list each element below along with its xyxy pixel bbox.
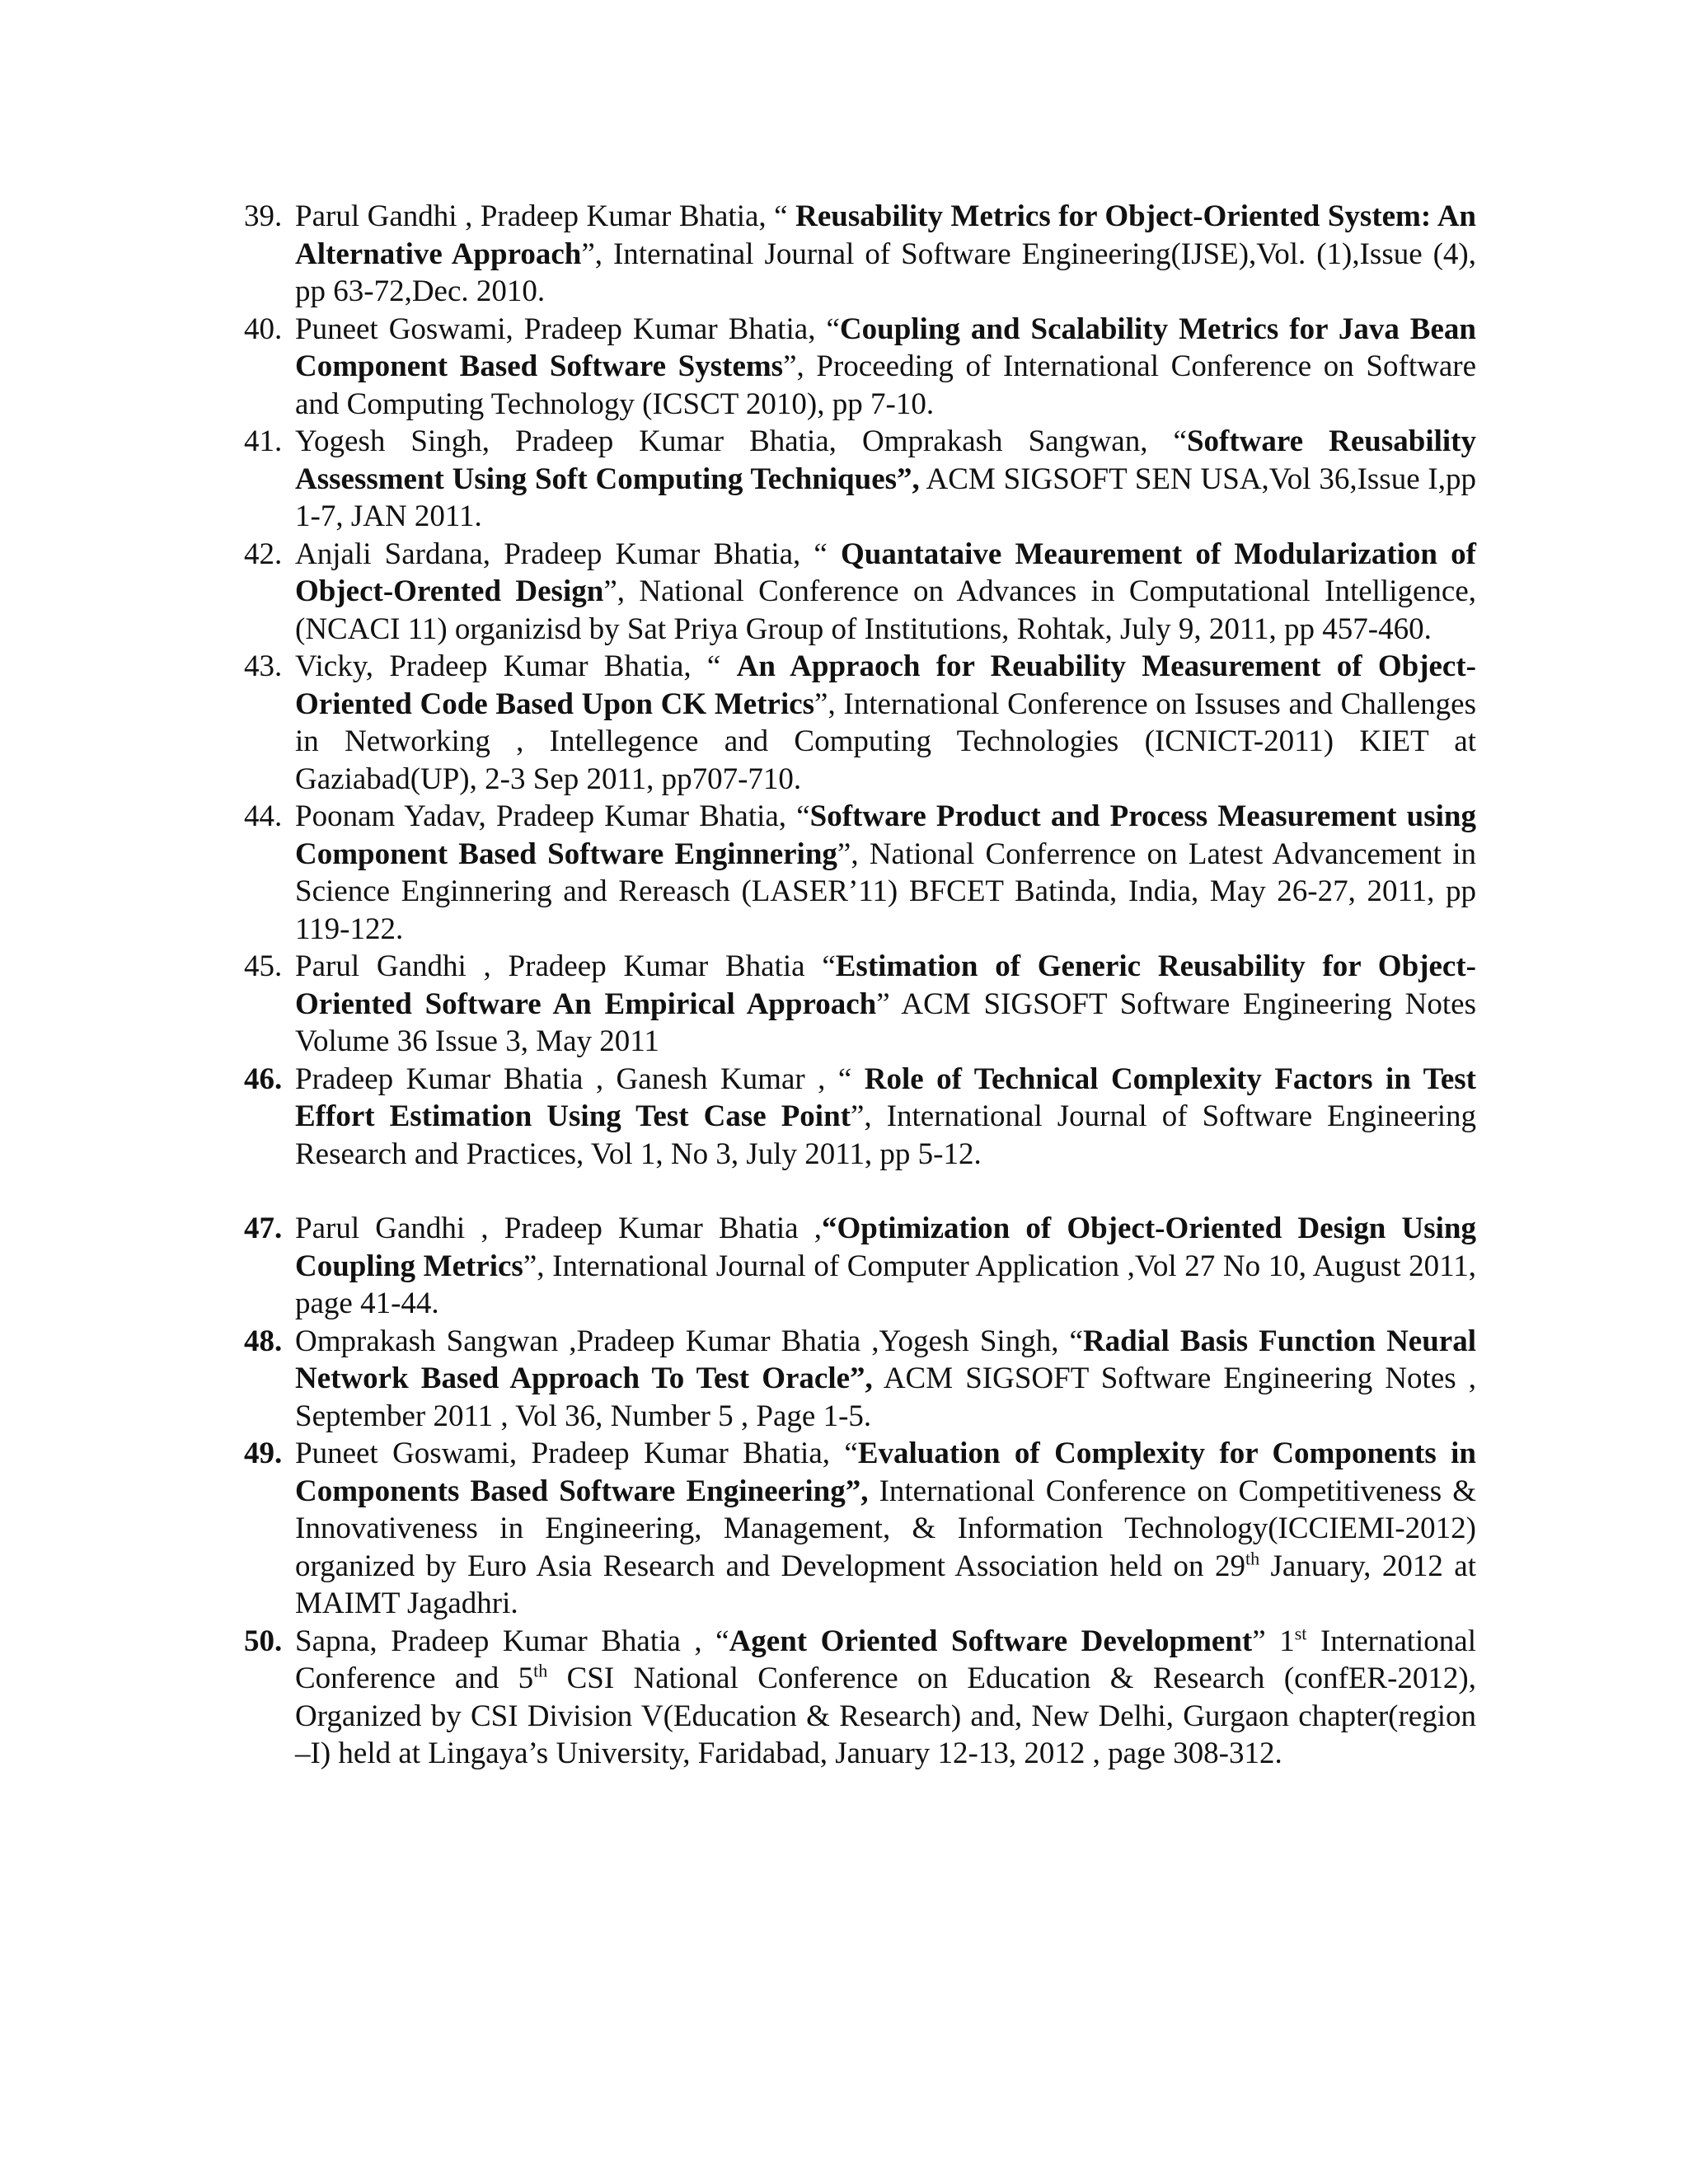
reference-title: Software Product and Process Measurement using Component Based Software Enginnering (295, 799, 1476, 871)
reference-item (244, 1623, 1476, 1773)
reference-details: ”, International Journal of Computer Application ,Vol 27 No 10, August 2011, page 41-44. (295, 1249, 1477, 1320)
reference-item (244, 198, 1476, 311)
reference-number: 48. (244, 1324, 283, 1358)
reference-number: 49. (244, 1436, 283, 1470)
reference-authors: Puneet Goswami, Pradeep Kumar Bhatia, “ (295, 312, 840, 346)
reference-authors: Omprakash Sangwan ,Pradeep Kumar Bhatia ,Yogesh Singh, “ (295, 1324, 1083, 1358)
reference-authors: Parul Gandhi , Pradeep Kumar Bhatia , (295, 1212, 823, 1245)
reference-item (244, 948, 1476, 1061)
reference-number: 39. (244, 199, 283, 233)
reference-details-end: January, 2012 at MAIMT Jagadhri. (295, 1549, 1476, 1620)
reference-item (244, 648, 1476, 798)
reference-title: Agent Oriented Software Development (729, 1624, 1253, 1658)
reference-details-mid: International Conference and 5 (295, 1624, 1476, 1695)
reference-authors: Anjali Sardana, Pradeep Kumar Bhatia, “ (295, 537, 842, 571)
reference-title: Evaluation of Complexity for Components in Components Based Software Engineering”, (295, 1436, 1476, 1508)
reference-title: Estimation of Generic Reusability for Object-Oriented Software An Empirical Approach (295, 949, 1476, 1021)
reference-number: 45. (244, 949, 283, 983)
reference-details: ” 1 (1252, 1624, 1295, 1658)
reference-details: ”, International Conference on Issuses and Challenges in Networking , Intellegence and Computing Technologies (ICNICT-2011) KIET at Gaziabad(UP), 2-3 Sep 2011, pp707-710. (295, 687, 1476, 796)
reference-item (244, 1210, 1476, 1323)
reference-authors: Poonam Yadav, Pradeep Kumar Bhatia, “ (295, 799, 810, 833)
reference-title: Role of Technical Complexity Factors in Test Effort Estimation Using Test Case Point (295, 1062, 1477, 1133)
reference-number: 41. (244, 424, 283, 458)
reference-number: 43. (244, 649, 283, 683)
reference-item (244, 1435, 1476, 1623)
reference-details: ”, Proceeding of International Conference on Software and Computing Technology (ICSCT 2010), pp 7-10. (295, 349, 1477, 421)
reference-details: ”, National Conference on Advances in Computational Intelligence,(NCACI 11) organizisd by Sat Priya Group of Institutions, Rohtak, July 9, 2011, pp 457-460. (295, 574, 1477, 646)
reference-item (244, 798, 1476, 948)
reference-item (244, 1061, 1476, 1174)
reference-item (244, 1323, 1476, 1436)
reference-details-end: CSI National Conference on Education & Research (confER-2012), Organized by CSI Division V(Education & Research) and, New Delhi, Gurgaon chapter(region –I) held at Lingaya’s University, Faridabad, January 12-13, 2012 , page 308-312. (295, 1661, 1477, 1770)
reference-details: ”, International Journal of Software Engineering Research and Practices, Vol 1, No 3, July 2011, pp 5-12. (295, 1099, 1476, 1171)
reference-details: ACM SIGSOFT SEN USA,Vol 36,Issue I,pp 1-7, JAN 2011. (295, 462, 1476, 533)
reference-title: Reusability Metrics for Object-Oriented System: An Alternative Approach (295, 199, 1476, 271)
reference-item (244, 311, 1476, 424)
reference-authors: Puneet Goswami, Pradeep Kumar Bhatia, “ (295, 1436, 858, 1470)
reference-title: “Optimization of Object-Oriented Design Using Coupling Metrics (295, 1212, 1476, 1283)
reference-details: ” ACM SIGSOFT Software Engineering Notes Volume 36 Issue 3, May 2011 (295, 987, 1476, 1058)
reference-authors: Parul Gandhi , Pradeep Kumar Bhatia, “ (295, 199, 796, 233)
reference-number: 47. (244, 1212, 283, 1245)
reference-number: 46. (244, 1062, 283, 1096)
reference-number: 40. (244, 312, 283, 346)
reference-authors: Parul Gandhi , Pradeep Kumar Bhatia “ (295, 949, 836, 983)
reference-details: ”, Internatinal Journal of Software Engineering(IJSE),Vol. (1),Issue (4), pp 63-72,Dec. 2010. (295, 237, 1477, 308)
reference-title: Coupling and Scalability Metrics for Java Bean Component Based Software Systems (295, 312, 1476, 383)
reference-title: An Appraoch for Reuability Measurement of Object-Oriented Code Based Upon CK Metrics (295, 649, 1476, 721)
reference-number: 50. (244, 1624, 283, 1658)
reference-authors: Vicky, Pradeep Kumar Bhatia, “ (295, 649, 737, 683)
ordinal-superscript: th (533, 1660, 548, 1681)
reference-title: Software Reusability Assessment Using Soft Computing Techniques”, (295, 424, 1476, 496)
reference-item (244, 536, 1476, 649)
reference-item (244, 423, 1476, 536)
reference-title: Quantataive Meaurement of Modularization of Object-Orented Design (295, 537, 1476, 608)
ordinal-superscript: st (1294, 1623, 1307, 1644)
reference-details: ACM SIGSOFT Software Engineering Notes , September 2011 , Vol 36, Number 5 , Page 1-5. (295, 1361, 1476, 1433)
reference-number: 44. (244, 799, 283, 833)
spacer (244, 1173, 1476, 1210)
reference-title: Radial Basis Function Neural Network Based Approach To Test Oracle”, (295, 1324, 1476, 1395)
reference-details: ”, National Conferrence on Latest Advancement in Science Enginnering and Rereasch (LASER’11) BFCET Batinda, India, May 26-27, 2011, pp 119-122. (295, 837, 1476, 946)
reference-number: 42. (244, 537, 283, 571)
reference-details: International Conference on Competitiveness & Innovativeness in Engineering, Management, & Information Technology(ICCIEMI-2012) organized by Euro Asia Research and Development Association held on 29 (295, 1474, 1476, 1583)
reference-authors: Yogesh Singh, Pradeep Kumar Bhatia, Omprakash Sangwan, “ (295, 424, 1187, 458)
ordinal-superscript: th (1245, 1548, 1260, 1569)
reference-authors: Sapna, Pradeep Kumar Bhatia , “ (295, 1624, 729, 1658)
reference-authors: Pradeep Kumar Bhatia , Ganesh Kumar , “ (295, 1062, 865, 1096)
reference-list (244, 198, 1476, 1773)
